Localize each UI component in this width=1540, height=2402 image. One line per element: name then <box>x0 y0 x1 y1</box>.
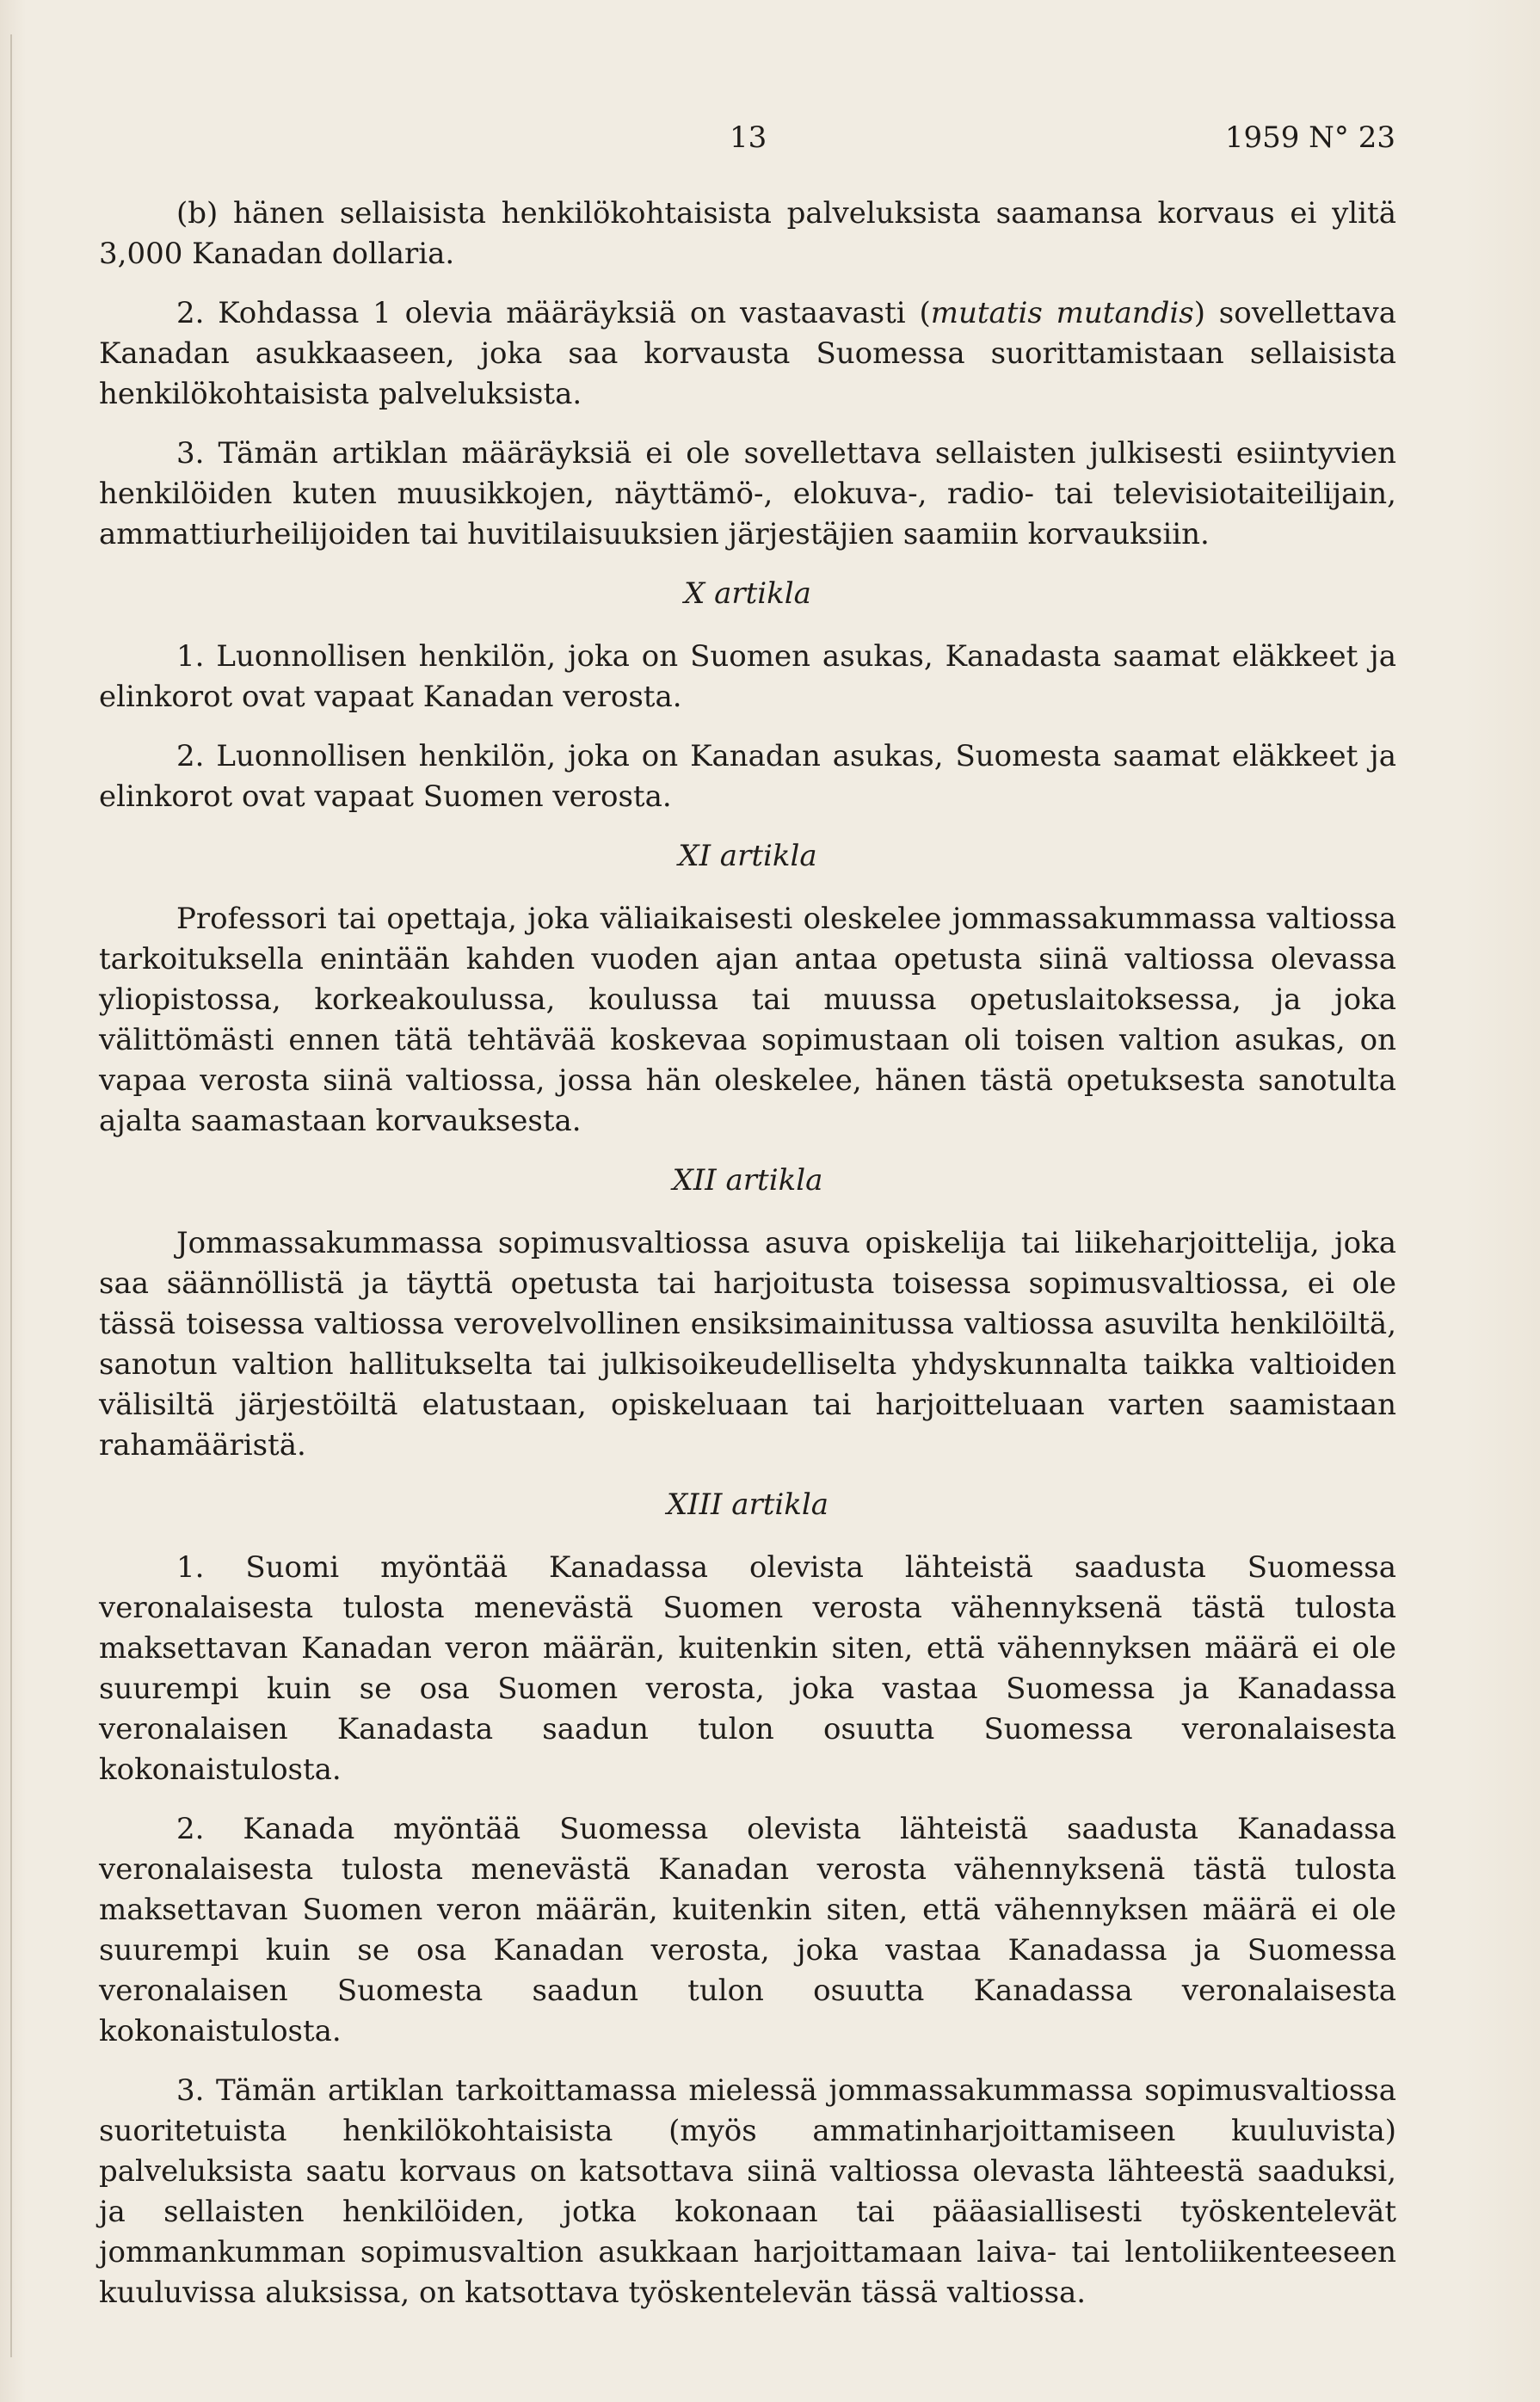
paragraph-2-latin: mutatis mutandis <box>930 296 1194 330</box>
page-edge-line <box>10 34 12 2357</box>
paragraph-b: (b) hänen sellaisista henkilökohtaisista palveluksista saamansa korvaus ei ylitä 3,000 Kanadan dollaria. <box>99 196 1396 271</box>
article-x-paragraph-1: 1. Luonnollisen henkilön, joka on Suomen asukas, Kanadasta saamat eläkkeet ja elinkorot ovat vapaat Kanadan verosta. <box>99 639 1396 714</box>
article-xi-paragraph: Professori tai opettaja, joka väliaikaisesti oleskelee jommassakummassa valtiossa tarkoituksella enintään kahden vuoden ajan antaa opetusta siinä valtiossa olevassa yliopistossa, korkeakoulussa, koulussa tai muussa opetuslaitoksessa, ja joka välittömästi ennen tätä tehtävää koskevaa sopimustaan oli toisen valtion asukas, on vapaa verosta siinä valtiossa, jossa hän oleskelee, hänen tästä opetuksesta sanotulta ajalta saamastaan korvauksesta. <box>99 902 1396 1138</box>
article-x-paragraph-2: 2. Luonnollisen henkilön, joka on Kanadan asukas, Suomesta saamat eläkkeet ja elinkorot ovat vapaat Suomen verosta. <box>99 739 1396 814</box>
paragraph-2 <box>99 293 1396 415</box>
paragraph-2-post: ) sovellettava Kanadan asukkaaseen, joka saa korvausta Suomessa suorittamistaan sellaisista henkilökohtaisista palveluksista. <box>99 296 1396 411</box>
heading-article-x: X artikla <box>684 576 811 611</box>
body-text <box>99 194 1396 2332</box>
heading-article-xi: XI artikla <box>678 839 817 873</box>
article-xiii-paragraph-2: 2. Kanada myöntää Suomessa olevista lähteistä saadusta Kanadassa veronalaisesta tulosta menevästä Kanadan verosta vähennyksenä tästä tulosta maksettavan Suomen veron määrän, kuitenkin siten, että vähennyksen määrä ei ole suurempi kuin se osa Kanadan verosta, joka vastaa Kanadassa ja Suomessa veronalaisen Suomesta saadun tulon osuutta Kanadassa veronalaisesta kokonaistulosta. <box>99 1812 1396 2048</box>
page-number: 13 <box>730 120 767 155</box>
article-xiii-paragraph-1: 1. Suomi myöntää Kanadassa olevista lähteistä saadusta Suomessa veronalaisesta tulosta menevästä Suomen verosta vähennyksenä tästä tulosta maksettavan Kanadan veron määrän, kuitenkin siten, että vähennyksen määrä ei ole suurempi kuin se osa Suomen verosta, joka vastaa Suomessa ja Kanadassa veronalaisen Kanadasta saadun tulon osuutta Suomessa veronalaisesta kokonaistulosta. <box>99 1550 1396 1787</box>
page-header <box>0 120 1540 163</box>
paragraph-2-pre: 2. Kohdassa 1 olevia määräyksiä on vastaavasti ( <box>176 296 931 330</box>
paragraph-3: 3. Tämän artiklan määräyksiä ei ole sovellettava sellaisten julkisesti esiintyvien henkilöiden kuten muusikkojen, näyttämö-, elokuva-, radio- tai televisiotaiteilijain, ammattiurheilijoiden tai huvitilaisuuksien järjestäjien saamiin korvauksiin. <box>99 436 1396 551</box>
article-xiii-paragraph-3: 3. Tämän artiklan tarkoittamassa mielessä jommassakummassa sopimusvaltiossa suoritetuista henkilökohtaisista (myös ammatinharjoittamiseen kuuluvista) palveluksista saatu korvaus on katsottava siinä valtiossa olevasta lähteestä saaduksi, ja sellaisten henkilöiden, jotka kokonaan tai pääasiallisesti työskentelevät jommankumman sopimusvaltion asukkaan harjoittamaan laiva- tai lentoliikenteeseen kuuluvissa aluksissa, on katsottava työskentelevän tässä valtiossa. <box>99 2073 1396 2310</box>
article-xii-paragraph: Jommassakummassa sopimusvaltiossa asuva opiskelija tai liikeharjoittelija, joka saa säännöllistä ja täyttä opetusta tai harjoitusta toisessa sopimusvaltiossa, ei ole tässä toisessa valtiossa verovelvollinen ensiksimainitussa valtiossa asuvilta henkilöiltä, sanotun valtion hallitukselta tai julkisoikeudelliselta yhdyskunnalta taikka valtioiden välisiltä järjestöiltä elatustaan, opiskeluaan tai harjoitteluaan varten saamistaan rahamääristä. <box>99 1226 1396 1463</box>
document-reference: 1959 N° 23 <box>1224 120 1395 155</box>
heading-article-xiii: XIII artikla <box>666 1487 829 1522</box>
heading-article-xii: XII artikla <box>672 1163 823 1198</box>
